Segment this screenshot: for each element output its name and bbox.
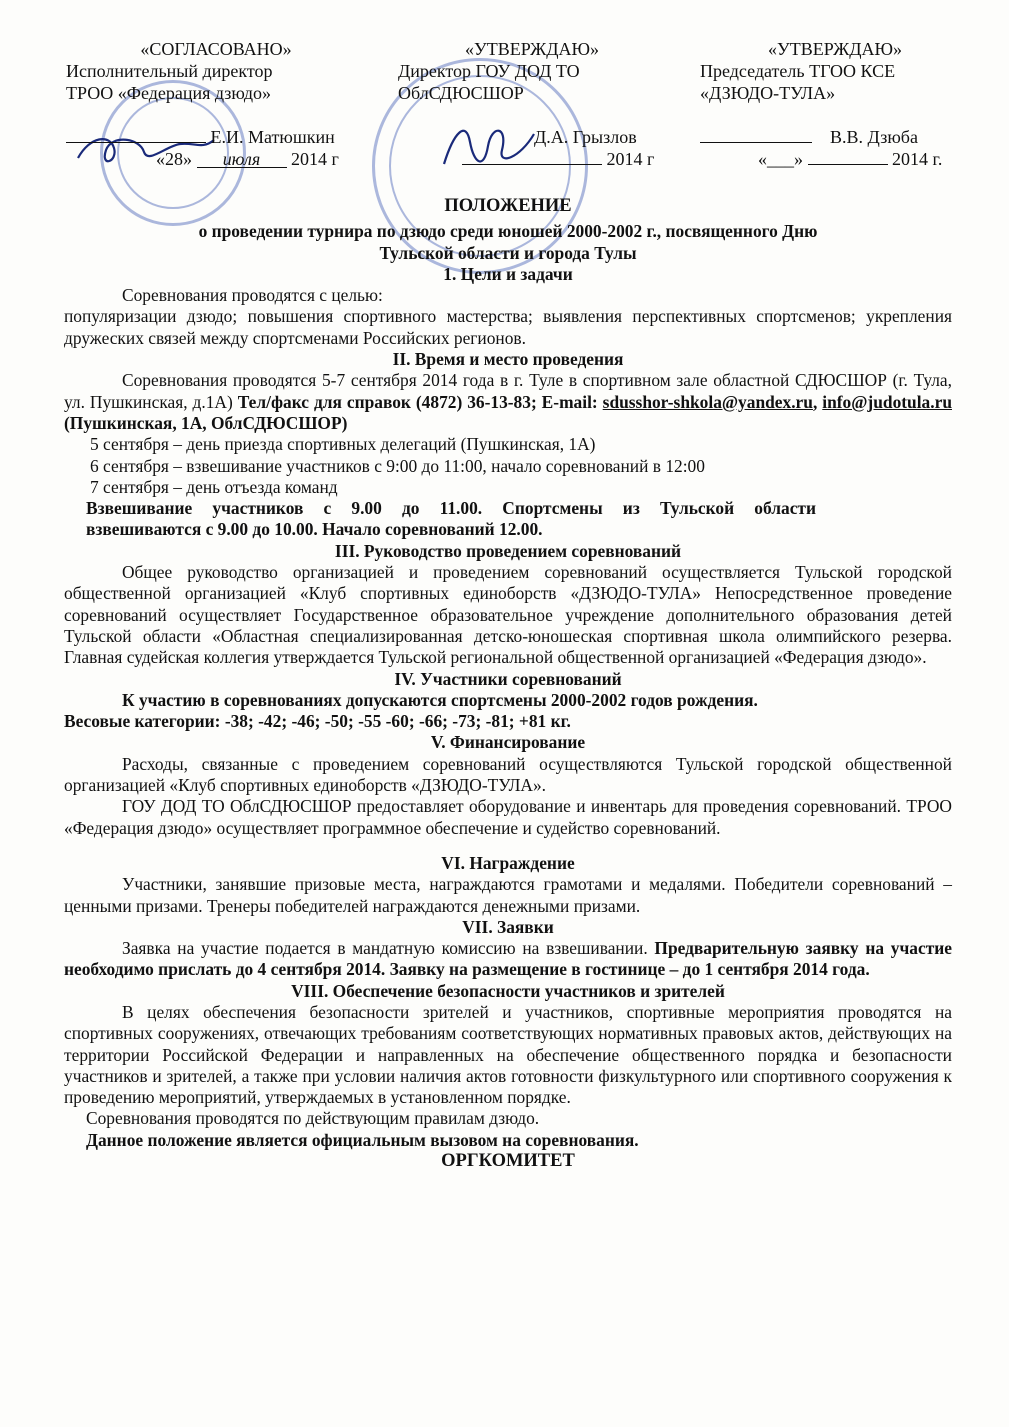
organizing-committee: ОРГКОМИТЕТ: [441, 1151, 575, 1172]
section-heading: IV. Участники соревнований: [394, 668, 622, 689]
document-subtitle: о проведении турнира по дзюдо среди юношей 2000-2002 г., посвященного Дню: [198, 221, 818, 242]
paragraph: ГОУ ДОД ТО ОблСДЮСШОР предоставляет оборудование и инвентарь для проведения соревнований. ТРОО «Федерация дзюдо» осуществляет программное обеспечение и судейство соревнований.: [64, 796, 952, 838]
schedule-item: 5 сентября – день приезда спортивных делегаций (Пушкинская, 1А): [90, 434, 596, 455]
paragraph: популяризации дзюдо; повышения спортивного мастерства; выявления перспективных спортсменов; укрепления дружеских связей между спортсменами Российских регионов.: [64, 306, 952, 348]
paragraph: Соревнования проводятся с целью:: [122, 285, 383, 306]
paragraph: В целях обеспечения безопасности зрителей и участников, спортивные мероприятия проводятся на спортивных сооружениях, отвечающих требованиям соответствующих нормативных правовых актов, действующих на территории Российской Федерации и направленных на обеспечение общественного порядка и безопасности участников и зрителей, а также при условии наличия актов готовности физкультурного или спортивного сооружения к проведению мероприятий, утверждаемых в установленном порядке.: [64, 1001, 952, 1108]
approval-signer: В.В. Дзюба: [830, 127, 918, 147]
approval-block-director: [398, 38, 666, 170]
weight-categories: Весовые категории: -38; -42; -46; -50; -55 -60; -66; -73; -81; +81 кг.: [64, 711, 571, 732]
email-link[interactable]: sdusshor-shkola@yandex.ru: [602, 391, 813, 412]
schedule-item: 7 сентября – день отъезда команд: [90, 476, 338, 497]
paragraph: Общее руководство организацией и проведением соревнований осуществляется Тульской городской общественной организацией «Клуб спортивных единоборств «ДЗЮДО-ТУЛА» Непосредственное проведение соревнований осуществляет Государственное образовательное учреждение дополнительного образования детей Тульской области «Областная специализированная детско-юношеская спортивная школа олимпийского резерва. Главная судейская коллегия утверждается Тульской региональной общественной организацией «Федерация дзюдо».: [64, 562, 952, 668]
approval-block-agreed: [66, 38, 366, 170]
approval-date-year: 2014 г: [606, 149, 655, 169]
section-heading: VII. Заявки: [462, 916, 554, 937]
approval-date-month: июля: [197, 151, 287, 168]
address-text: (Пушкинская, 1А, ОблСДЮСШОР): [64, 412, 348, 433]
paragraph: Соревнования проводятся по действующим правилам дзюдо.: [86, 1108, 540, 1129]
section-heading: VI. Награждение: [441, 852, 575, 873]
application-deadline-text: Предварительную заявку на участие необходимо прислать до 4 сентября 2014. Заявку на размещение в гостинице – до 1 сентября 2014 года.: [64, 938, 952, 980]
approval-position: ТРОО «Федерация дзюдо»: [66, 83, 272, 103]
section-heading: VIII. Обеспечение безопасности участников и зрителей: [291, 980, 725, 1001]
document-title: ПОЛОЖЕНИЕ: [444, 196, 572, 216]
paragraph: Расходы, связанные с проведением соревнований осуществляются Тульской городской общественной организацией «Клуб спортивных единоборств «ДЗЮДО-ТУЛА».: [64, 753, 952, 796]
section-heading: V. Финансирование: [430, 732, 586, 753]
approval-date-year: 2014 г: [291, 149, 339, 169]
application-text: Заявка на участие подается в мандатную комиссию на взвешивании.: [122, 938, 648, 959]
email-link[interactable]: info@judotula.ru: [822, 391, 952, 412]
approval-title: «УТВЕРЖДАЮ»: [767, 39, 903, 59]
approval-date-year: 2014 г.: [892, 149, 943, 169]
document-subtitle: Тульской области и города Тулы: [379, 242, 637, 263]
contacts-text: Тел/факс для справок (4872) 36-13-83; E-mail:: [237, 391, 598, 412]
approval-position: Исполнительный директор: [66, 61, 273, 81]
approval-block-chairman: [700, 38, 970, 170]
approval-signer: Д.А. Грызлов: [534, 127, 637, 147]
paragraph: [64, 938, 952, 981]
weigh-in-text: Взвешивание участников с 9.00 до 11.00. Спортсмены из Тульской области: [86, 498, 816, 519]
approval-position: Директор ГОУ ДОД ТО: [398, 61, 580, 81]
approval-position: «ДЗЮДО-ТУЛА»: [700, 83, 836, 103]
approval-title: «СОГЛАСОВАНО»: [140, 39, 292, 59]
section-heading: III. Руководство проведением соревнований: [334, 540, 682, 561]
section-heading: 1. Цели и задачи: [443, 263, 573, 284]
paragraph: Данное положение является официальным вызовом на соревнования.: [86, 1129, 639, 1150]
document-body: [64, 196, 952, 1172]
approval-signer: Е.И. Матюшкин: [210, 127, 335, 147]
schedule-item: 6 сентября – взвешивание участников с 9:00 до 11:00, начало соревнований в 12:00: [90, 455, 705, 476]
approval-date-day: «___»: [758, 149, 803, 169]
venue-text: Соревнования проводятся 5-7 сентября 2014 года в г. Туле в спортивном зале областной СДЮСШОР (г. Тула, ул. Пушкинская, д.1А): [64, 370, 952, 412]
approval-date-day: «28»: [156, 149, 192, 169]
approval-position: Председатель ТГОО КСЕ: [700, 61, 896, 81]
paragraph: [64, 370, 952, 434]
approval-position: ОблСДЮСШОР: [398, 83, 524, 103]
paragraph: К участию в соревнованиях допускаются спортсмены 2000-2002 годов рождения.: [122, 689, 758, 710]
separator: ,: [812, 391, 818, 412]
weigh-in-text: взвешиваются с 9.00 до 10.00. Начало соревнований 12.00.: [86, 519, 543, 540]
section-heading: II. Время и место проведения: [392, 349, 624, 370]
approval-title: «УТВЕРЖДАЮ»: [464, 39, 600, 59]
paragraph: Участники, занявшие призовые места, награждаются грамотами и медалями. Победители соревнований – ценными призами. Тренеры победителей награждаются денежными призами.: [64, 874, 952, 916]
